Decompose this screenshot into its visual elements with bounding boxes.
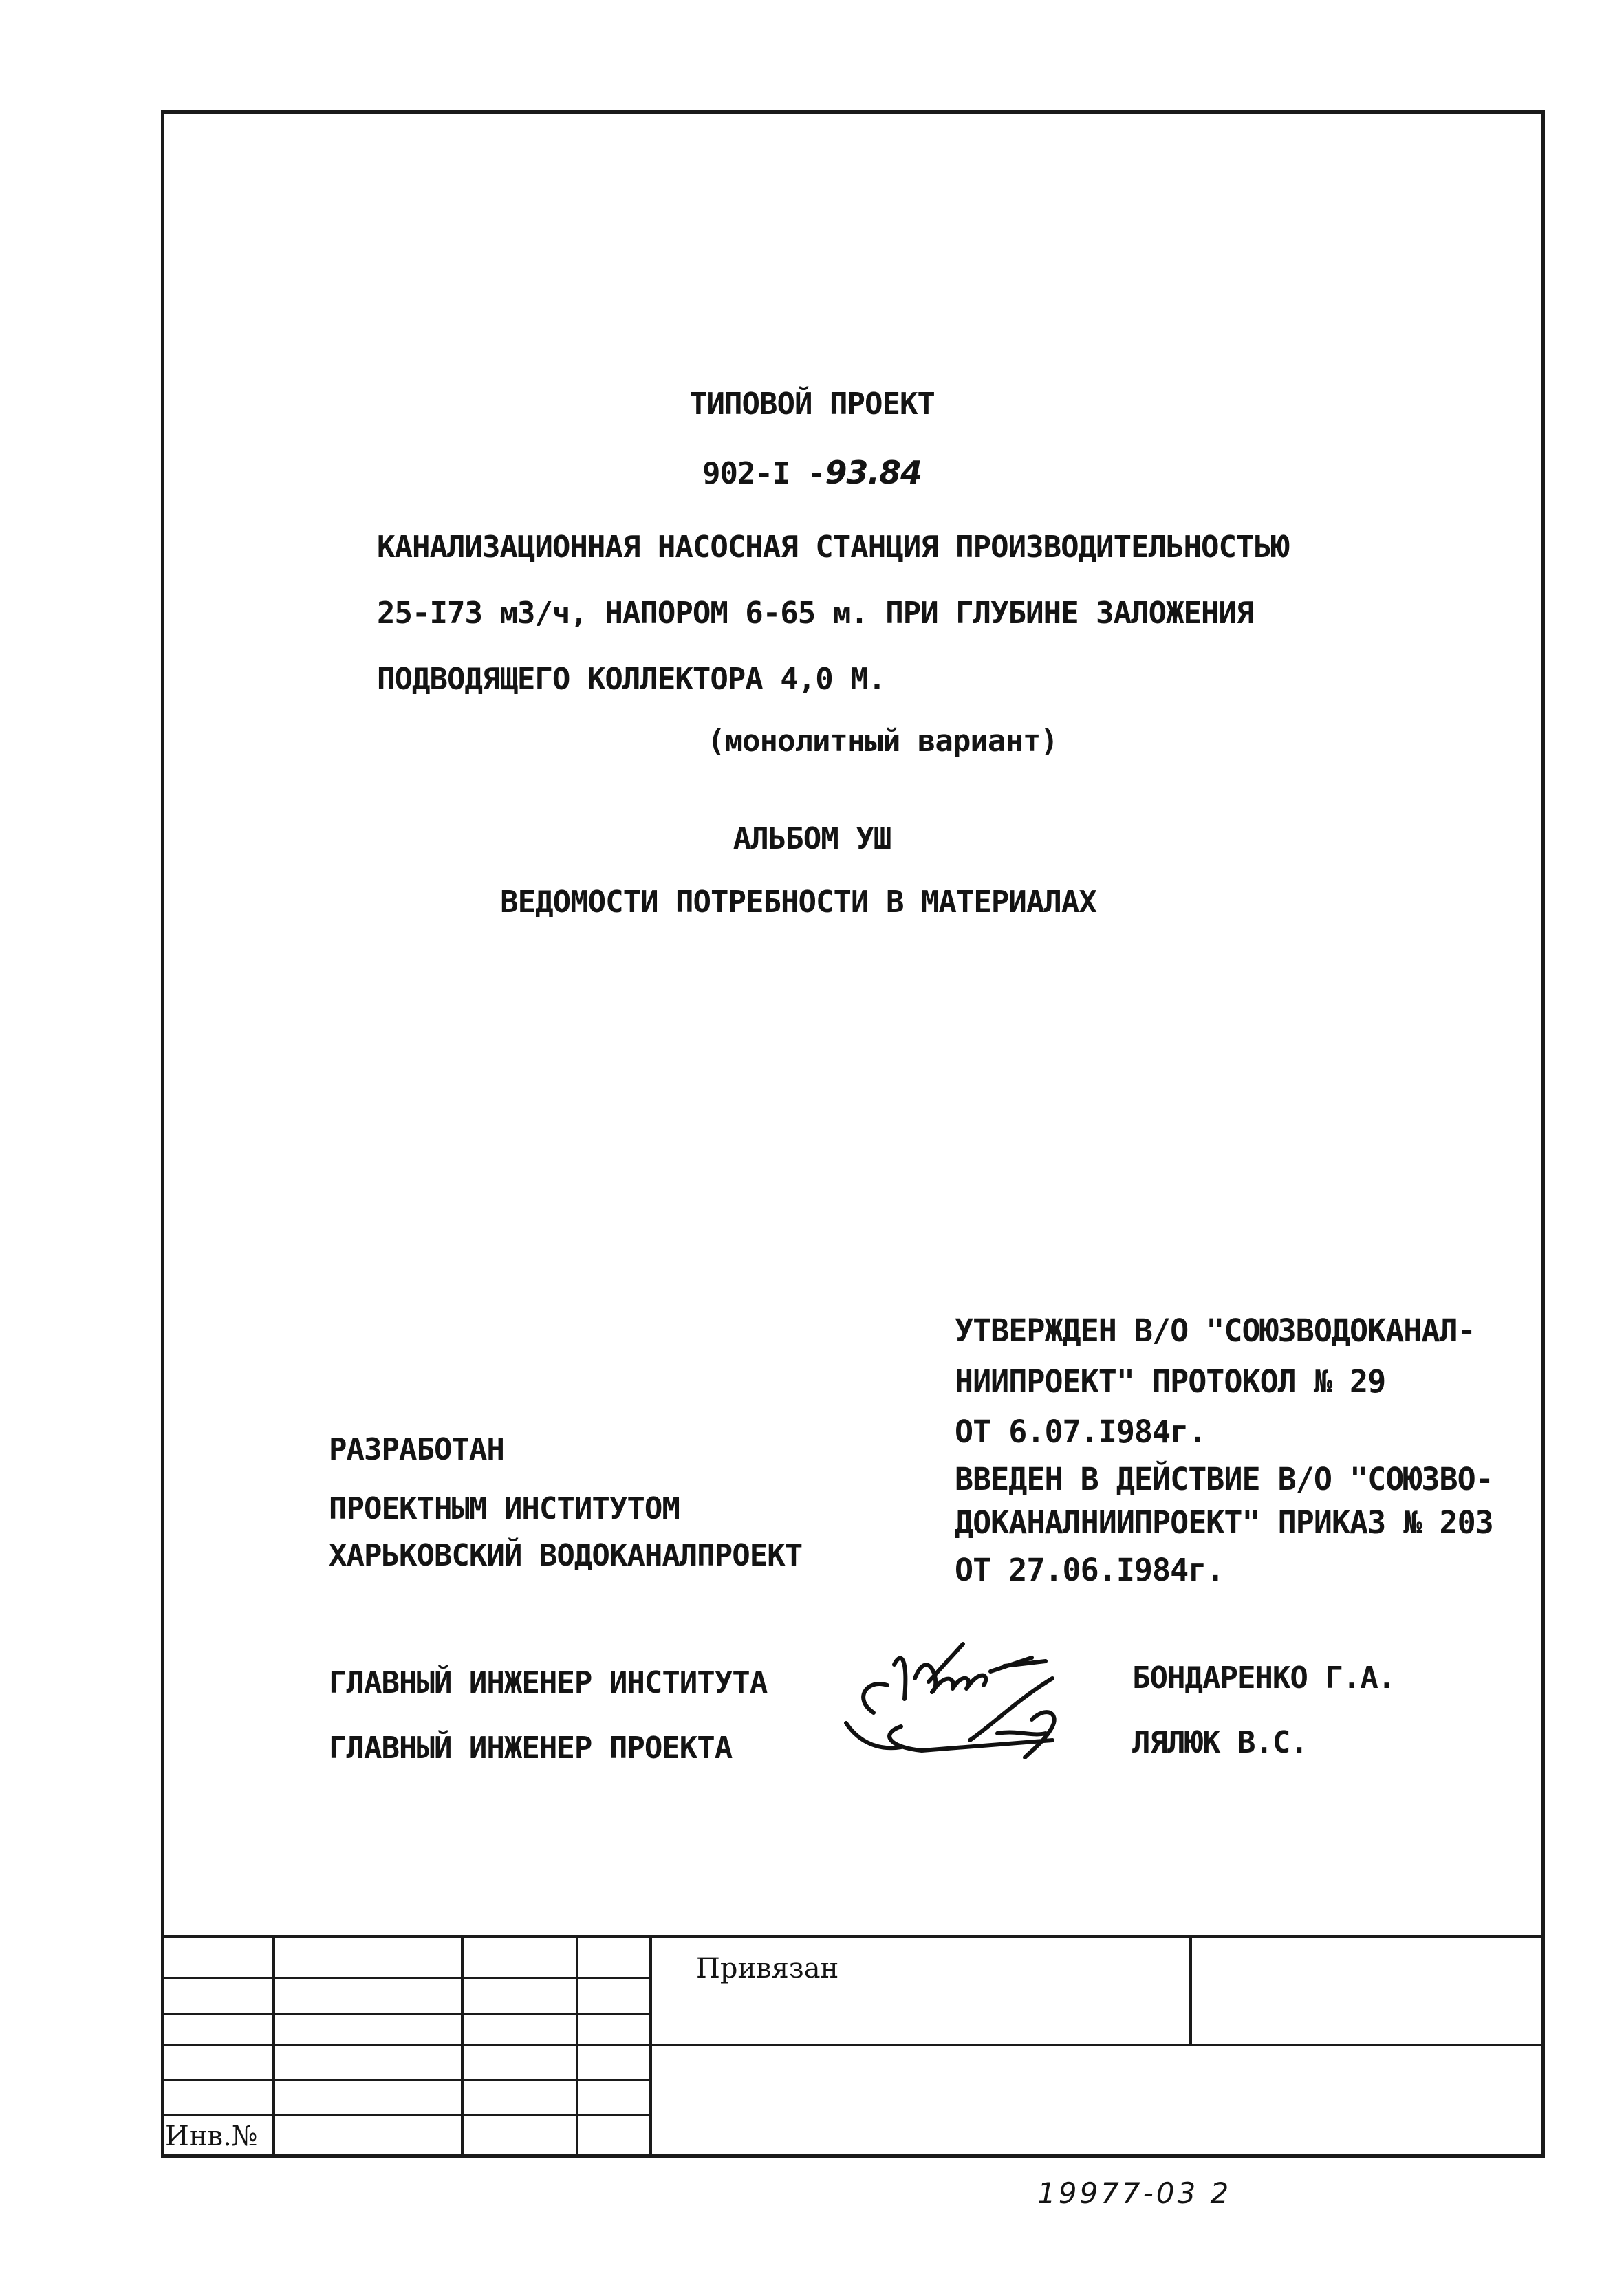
stamp-row-line	[161, 2044, 1542, 2046]
handwritten-signatures	[825, 1603, 1114, 1788]
album-title: ВЕДОМОСТИ ПОТРЕБНОСТИ В МАТЕРИАЛАХ	[500, 885, 1096, 920]
stamp-divider	[272, 1938, 275, 2158]
stamp-row-line	[161, 1977, 651, 1979]
sheet-number: 19977-03 2	[1037, 2176, 1232, 2210]
variant-note: (монолитный вариант)	[707, 724, 1058, 759]
signature-name-2: ЛЯЛЮК В.С.	[1132, 1725, 1308, 1760]
bound-label: Привязан	[696, 1953, 839, 1984]
approval-line-4: ВВЕДЕН В ДЕЙСТВИЕ В/О "СОЮЗВО-	[955, 1461, 1493, 1497]
stamp-row-line	[161, 2114, 651, 2116]
project-code	[0, 454, 1624, 491]
approval-line-2: НИИПРОЕКТ" ПРОТОКОЛ № 29	[955, 1363, 1386, 1400]
stamp-divider	[1189, 1938, 1192, 2045]
signature-role-1: ГЛАВНЫЙ ИНЖЕНЕР ИНСТИТУТА	[329, 1665, 768, 1700]
stamp-divider	[461, 1938, 464, 2158]
inventory-label: Инв.№	[165, 2121, 258, 2152]
developer-label: РАЗРАБОТАН	[329, 1432, 504, 1467]
description-line-2: 25-I73 мЗ/ч, НАПОРОМ 6-65 м. ПРИ ГЛУБИНЕ ЗАЛОЖЕНИЯ	[377, 596, 1254, 631]
project-type-title: ТИПОВОЙ ПРОЕКТ	[689, 387, 935, 422]
approval-line-1: УТВЕРЖДЕН В/О "СОЮЗВОДОКАНАЛ-	[955, 1312, 1475, 1349]
signature-name-1: БОНДАРЕНКО Г.А.	[1132, 1660, 1396, 1696]
approval-line-3: ОТ 6.07.I984г.	[955, 1414, 1206, 1450]
signature-role-2: ГЛАВНЫЙ ИНЖЕНЕР ПРОЕКТА	[329, 1731, 733, 1766]
signature-2-mark	[846, 1678, 1054, 1757]
developer-line-2: ХАРЬКОВСКИЙ ВОДОКАНАЛПРОЕКТ	[329, 1538, 803, 1573]
description-line-1: КАНАЛИЗАЦИОННАЯ НАСОСНАЯ СТАНЦИЯ ПРОИЗВОДИТЕЛЬНОСТЬЮ	[377, 530, 1289, 565]
album-number: АЛЬБОМ УШ	[733, 821, 891, 856]
developer-line-1: ПРОЕКТНЫМ ИНСТИТУТОМ	[329, 1491, 680, 1526]
project-code-prefix: 902-I -	[702, 456, 825, 491]
stamp-divider	[649, 1938, 652, 2158]
description-line-3: ПОДВОДЯЩЕГО КОЛЛЕКТОРА 4,0 М.	[377, 662, 886, 697]
stamp-divider	[576, 1938, 578, 2158]
approval-line-6: ОТ 27.06.I984г.	[955, 1552, 1224, 1588]
approval-line-5: ДОКАНАЛНИИПРОЕКТ" ПРИКАЗ № 203	[955, 1504, 1493, 1541]
stamp-row-line	[161, 2079, 651, 2081]
stamp-block	[161, 1935, 1545, 2158]
stamp-row-line	[161, 2013, 651, 2015]
project-code-handwritten: 93.84	[825, 454, 922, 491]
